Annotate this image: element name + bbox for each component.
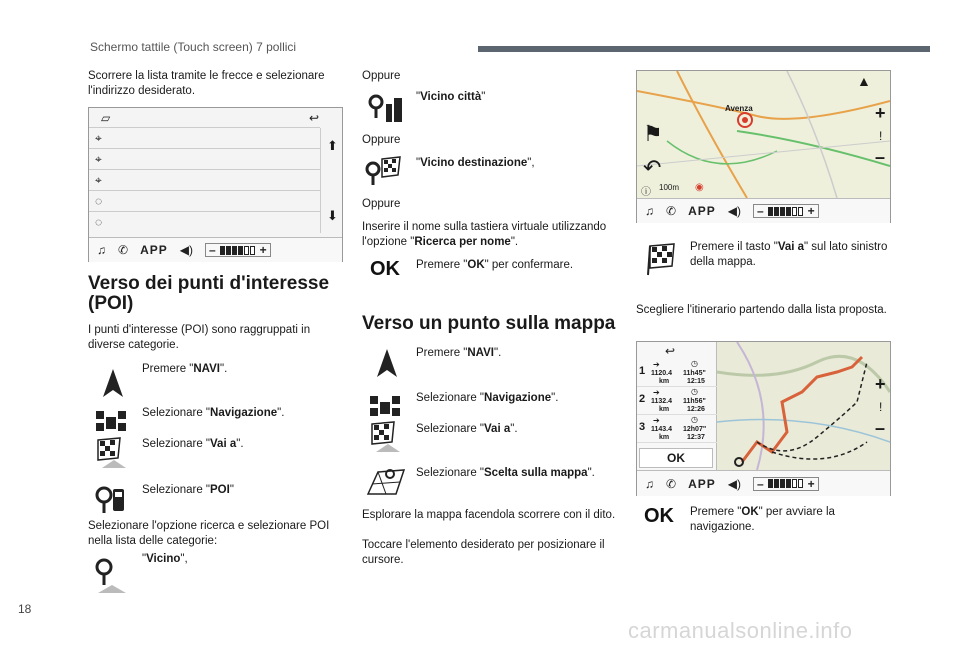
running-header: Schermo tattile (Touch screen) 7 pollici — [90, 40, 297, 54]
map-icon: ▱ — [101, 111, 111, 125]
checkered-flag-icon — [368, 420, 402, 454]
touch-text: Toccare l'elemento desiderato per posizionare il cursore. — [362, 539, 605, 566]
section-heading-map: Verso un punto sulla mappa — [362, 313, 616, 334]
oppure-text: Oppure — [362, 70, 401, 82]
route-duration: 11h56" — [683, 398, 706, 405]
route-map[interactable] — [717, 342, 890, 470]
poi-body-text: I punti d'interesse (POI) sono raggruppati in diverse categorie. — [88, 324, 311, 351]
route-number: 2 — [639, 393, 646, 405]
info-icon[interactable]: ⓘ — [641, 187, 651, 198]
list-item[interactable] — [89, 149, 320, 170]
route-list — [637, 342, 717, 470]
list-item[interactable] — [89, 212, 320, 233]
navi-arrow-icon[interactable]: ▲ — [857, 73, 871, 89]
step-navi: Premere "NAVI". — [416, 347, 502, 359]
zoom-in-icon[interactable]: + — [875, 374, 886, 394]
music-icon[interactable]: ♫ — [645, 476, 654, 491]
map-scale: 100m — [659, 183, 680, 192]
arrow-right-icon: ➔ — [653, 360, 660, 369]
back-icon[interactable]: ↩ — [309, 111, 320, 125]
route-number: 3 — [639, 421, 646, 433]
location-icon: ◉ — [695, 182, 704, 193]
navigation-icon — [94, 403, 128, 437]
step-navi: Premere "NAVI". — [142, 363, 228, 375]
zoom-out-icon[interactable]: – — [875, 418, 886, 438]
step-vai-a: Selezionare "Vai a". — [416, 423, 518, 435]
ok-label-icon: OK — [370, 258, 400, 280]
map-roads — [637, 71, 890, 198]
route-option[interactable] — [637, 388, 717, 415]
step-poi: Selezionare "POI" — [142, 484, 234, 496]
map-view[interactable] — [637, 71, 890, 198]
navi-icon — [370, 346, 404, 380]
arrow-right-icon: ➔ — [653, 416, 660, 425]
route-distance: 1132.4 — [651, 398, 673, 405]
vicino-citta-icon — [366, 92, 406, 126]
route-arrival: 12:15 — [687, 378, 705, 385]
arrow-up-icon[interactable]: ⬆ — [327, 138, 338, 153]
route-option[interactable] — [637, 360, 717, 387]
map-city-label: Avenza — [725, 104, 753, 113]
route-distance: 1143.4 — [651, 426, 673, 433]
list-item[interactable] — [89, 170, 320, 191]
music-icon[interactable]: ♫ — [645, 204, 654, 218]
step-vai-a: Selezionare "Vai a". — [142, 438, 244, 450]
volume-icon: ◀) — [179, 243, 193, 257]
route-unit: km — [659, 406, 670, 413]
route-distance: 1120.4 — [651, 370, 673, 377]
step-navigazione: Selezionare "Navigazione". — [142, 407, 285, 419]
step-navigazione: Selezionare "Navigazione". — [416, 392, 559, 404]
back-icon[interactable]: ↶ — [643, 155, 662, 180]
insert-text: Inserire il nome sulla tastiera virtuale utilizzando l'opzione "Ricerca per nome". — [362, 221, 607, 248]
clock-icon: ◌ — [95, 215, 103, 229]
ok-button[interactable]: OK — [639, 448, 713, 468]
list-header-row — [89, 108, 320, 128]
vicino-icon — [92, 555, 128, 595]
volume-icon: ◀) — [727, 476, 741, 491]
route-lines — [717, 342, 890, 470]
page-number: 18 — [18, 602, 32, 616]
section-heading-poi: Verso dei punti d'interesse (POI) — [88, 273, 330, 314]
ok-label-icon: OK — [644, 505, 674, 527]
pin-icon: ! — [879, 400, 883, 414]
select-text: Selezionare l'opzione ricerca e selezionare POI nella lista delle categorie: — [88, 520, 330, 547]
explore-text: Esplorare la mappa facendola scorrere con il dito. — [362, 509, 616, 521]
checkered-flag-icon — [646, 242, 680, 276]
volume-icon: ◀) — [727, 204, 741, 218]
poi-icon — [94, 483, 128, 517]
vicino-destinazione-icon — [364, 155, 404, 191]
checkered-flag-icon — [94, 436, 128, 470]
route-duration: 12h07" — [683, 426, 707, 433]
clock-icon: ◷ — [691, 387, 698, 396]
option-vicino-destinazione: "Vicino destinazione", — [416, 157, 535, 169]
route-unit: km — [659, 434, 670, 441]
scrollbar[interactable] — [320, 128, 342, 233]
route-screen — [636, 341, 891, 496]
arrow-down-icon[interactable]: ⬇ — [327, 208, 338, 223]
phone-icon[interactable]: ✆ — [118, 243, 129, 257]
volume-slider[interactable]: – + — [753, 204, 819, 218]
arrow-right-icon: ➔ — [653, 388, 660, 397]
choose-route-text: Scegliere l'itinerario partendo dalla lista proposta. — [636, 304, 887, 316]
route-unit: km — [659, 378, 670, 385]
list-item[interactable] — [89, 191, 320, 212]
map-pin-icon: ⌖ — [95, 152, 102, 166]
map-screen — [636, 70, 891, 223]
bottom-toolbar — [89, 237, 342, 262]
back-icon[interactable]: ↩ — [665, 344, 676, 358]
zoom-out-icon[interactable]: – — [875, 147, 886, 167]
map-pin-icon: ⌖ — [95, 173, 102, 187]
navi-icon — [96, 366, 130, 400]
map-choice-icon — [366, 464, 406, 500]
header-bar — [478, 46, 930, 52]
phone-icon[interactable]: ✆ — [666, 476, 677, 491]
bottom-toolbar — [637, 470, 890, 496]
option-vicino-citta: "Vicino città" — [416, 91, 486, 103]
app-button[interactable]: APP — [688, 476, 716, 491]
clock-icon: ◌ — [95, 194, 103, 208]
clock-icon: ◷ — [691, 415, 698, 424]
list-screen — [88, 107, 343, 262]
step-scelta-mappa: Selezionare "Scelta sulla mappa". — [416, 467, 595, 479]
volume-slider[interactable]: – + — [753, 477, 819, 491]
option-vicino: "Vicino", — [142, 553, 188, 565]
phone-icon[interactable]: ✆ — [666, 204, 677, 218]
route-duration: 11h45" — [683, 370, 706, 377]
app-button[interactable]: APP — [140, 243, 168, 257]
route-arrival: 12:26 — [687, 406, 705, 413]
watermark: carmanualsonline.info — [628, 618, 853, 643]
map-pin-icon: ⌖ — [95, 131, 102, 145]
zoom-in-icon[interactable]: + — [875, 103, 886, 123]
list-item[interactable] — [89, 128, 320, 149]
step-ok-confirm: Premere "OK" per confermare. — [416, 259, 574, 271]
route-option[interactable] — [637, 416, 717, 443]
bottom-toolbar — [637, 198, 890, 223]
oppure-text: Oppure — [362, 198, 401, 210]
step-ok-start: Premere "OK" per avviare la navigazione. — [690, 506, 835, 533]
navigation-icon — [368, 388, 402, 422]
pin-icon: ! — [879, 129, 883, 143]
oppure-text: Oppure — [362, 134, 401, 146]
intro-text: Scorrere la lista tramite le frecce e selezionare l'indirizzo desiderato. — [88, 70, 325, 97]
step-vai-a-map: Premere il tasto "Vai a" sul lato sinistro della mappa. — [690, 241, 888, 268]
clock-icon: ◷ — [691, 359, 698, 368]
volume-slider[interactable]: – + — [205, 243, 271, 257]
route-arrival: 12:37 — [687, 434, 705, 441]
checkered-flag-icon[interactable]: ⚑ — [643, 121, 663, 146]
route-number: 1 — [639, 365, 646, 377]
music-icon[interactable]: ♫ — [97, 243, 106, 257]
app-button[interactable]: APP — [688, 204, 716, 218]
